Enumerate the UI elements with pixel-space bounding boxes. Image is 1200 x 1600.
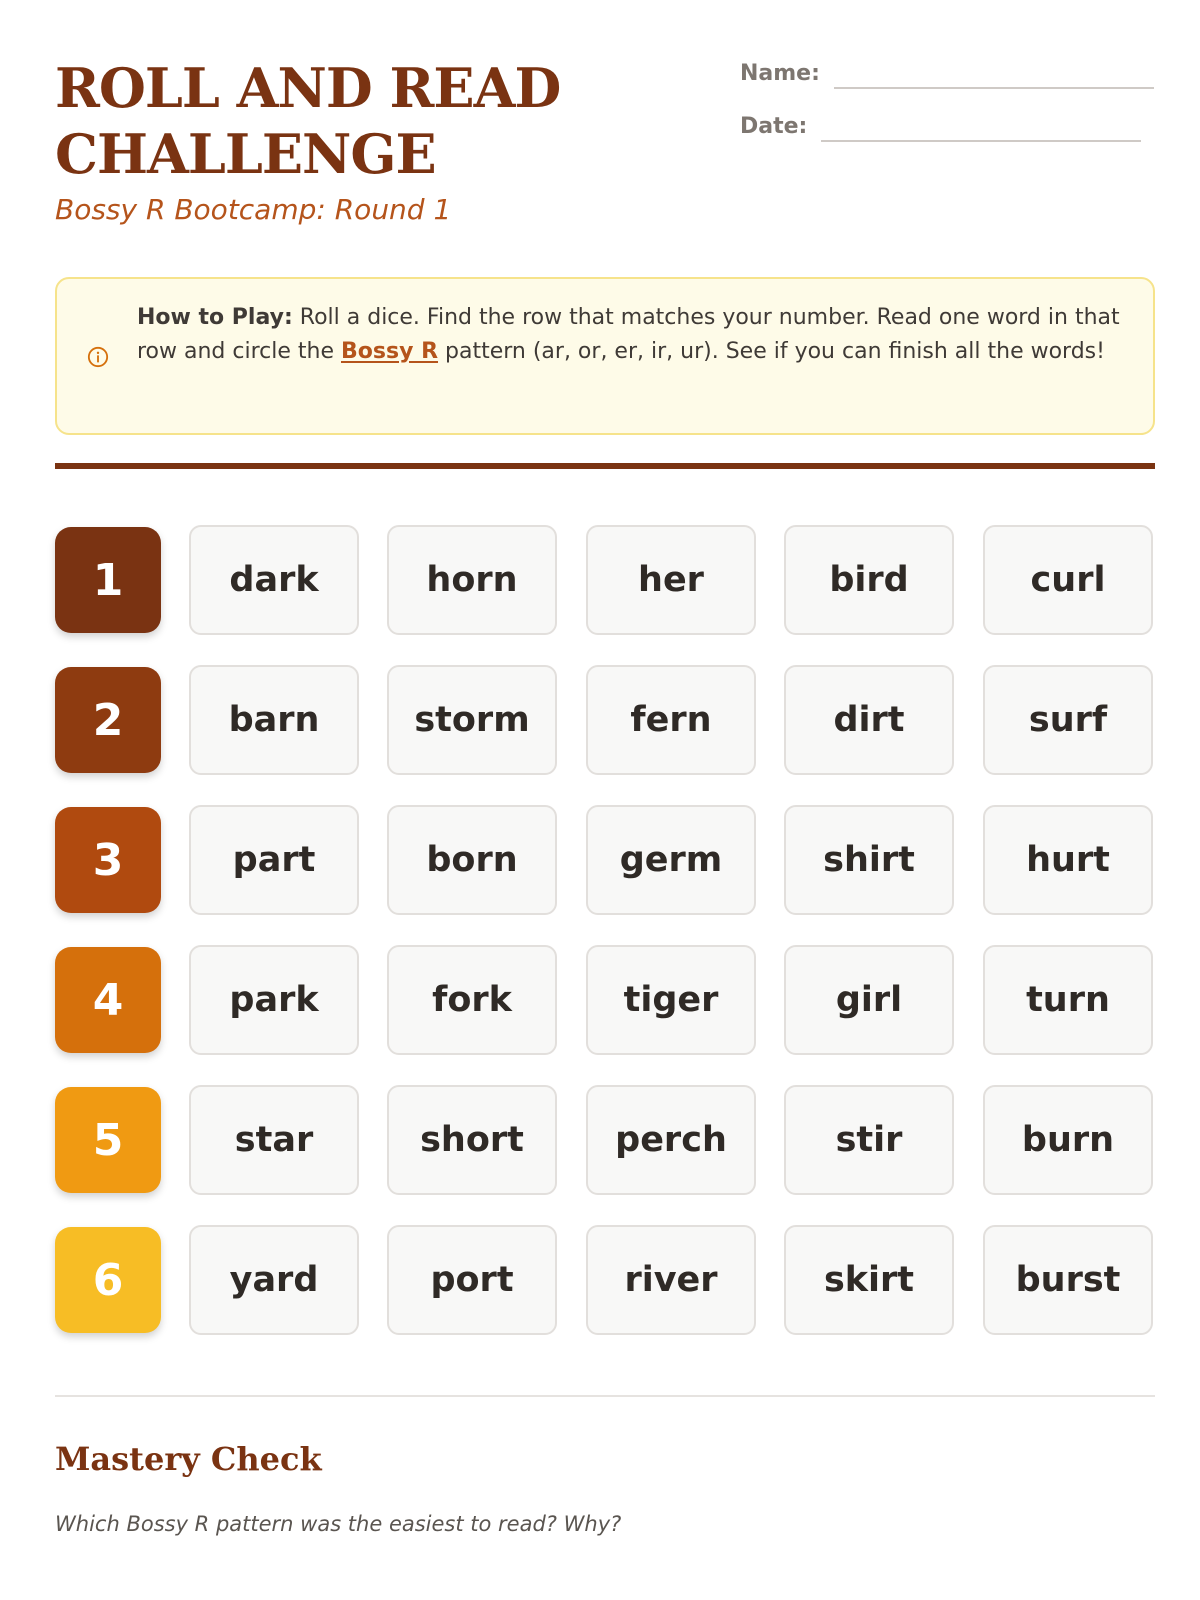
- word-card[interactable]: yard: [189, 1225, 359, 1335]
- section-divider: [55, 463, 1155, 469]
- word-card[interactable]: perch: [586, 1085, 756, 1195]
- dice-row-2: [55, 665, 1155, 777]
- name-field: [740, 57, 1154, 89]
- word-card[interactable]: storm: [387, 665, 557, 775]
- word-card[interactable]: fern: [586, 665, 756, 775]
- dice-number-badge: 1: [55, 527, 161, 633]
- word-card[interactable]: curl: [983, 525, 1153, 635]
- worksheet-header: [55, 55, 1155, 235]
- bossy-r-link[interactable]: Bossy R: [341, 339, 439, 364]
- word-card[interactable]: her: [586, 525, 756, 635]
- word-card[interactable]: shirt: [784, 805, 954, 915]
- word-card[interactable]: germ: [586, 805, 756, 915]
- word-card[interactable]: part: [189, 805, 359, 915]
- date-field: [740, 110, 1141, 142]
- word-card[interactable]: star: [189, 1085, 359, 1195]
- how-to-play-body-1: Roll a dice. Find the row that matches your number. Read one word in that row and circle the: [137, 305, 1120, 364]
- how-to-play-text: [137, 301, 1127, 369]
- how-to-play-body-2: pattern (ar, or, er, ir, ur). See if you can finish all the words!: [438, 339, 1105, 364]
- word-card[interactable]: stir: [784, 1085, 954, 1195]
- info-circle-icon: [87, 346, 109, 368]
- page-subtitle: Bossy R Bootcamp: Round 1: [55, 193, 452, 226]
- date-line[interactable]: [821, 110, 1141, 142]
- word-card[interactable]: girl: [784, 945, 954, 1055]
- dice-row-6: [55, 1225, 1155, 1337]
- dice-number-badge: 2: [55, 667, 161, 773]
- dice-row-1: [55, 525, 1155, 637]
- word-card[interactable]: skirt: [784, 1225, 954, 1335]
- dice-number-badge: 3: [55, 807, 161, 913]
- mastery-check-question: Which Bossy R pattern was the easiest to read? Why?: [55, 1512, 622, 1536]
- word-card[interactable]: dirt: [784, 665, 954, 775]
- word-card[interactable]: burst: [983, 1225, 1153, 1335]
- word-card[interactable]: born: [387, 805, 557, 915]
- dice-row-5: [55, 1085, 1155, 1197]
- word-card[interactable]: dark: [189, 525, 359, 635]
- dice-number-badge: 4: [55, 947, 161, 1053]
- dice-row-3: [55, 805, 1155, 917]
- how-to-play-box: [55, 277, 1155, 435]
- title-line-1: ROLL AND READ: [55, 56, 561, 120]
- word-card[interactable]: river: [586, 1225, 756, 1335]
- name-label: Name:: [740, 61, 820, 86]
- how-to-play-lead: How to Play:: [137, 305, 293, 330]
- mastery-check-title: Mastery Check: [55, 1440, 322, 1478]
- footer-divider: [55, 1395, 1155, 1397]
- word-card[interactable]: port: [387, 1225, 557, 1335]
- word-card[interactable]: park: [189, 945, 359, 1055]
- word-card[interactable]: turn: [983, 945, 1153, 1055]
- dice-row-4: [55, 945, 1155, 1057]
- dice-number-badge: 5: [55, 1087, 161, 1193]
- word-card[interactable]: short: [387, 1085, 557, 1195]
- word-card[interactable]: bird: [784, 525, 954, 635]
- name-line[interactable]: [834, 57, 1154, 89]
- title-line-2: CHALLENGE: [55, 122, 436, 186]
- word-card[interactable]: hurt: [983, 805, 1153, 915]
- word-card[interactable]: fork: [387, 945, 557, 1055]
- word-card[interactable]: barn: [189, 665, 359, 775]
- word-card[interactable]: horn: [387, 525, 557, 635]
- word-card[interactable]: burn: [983, 1085, 1153, 1195]
- word-card[interactable]: tiger: [586, 945, 756, 1055]
- page-title: [55, 55, 615, 187]
- date-label: Date:: [740, 114, 808, 139]
- word-card[interactable]: surf: [983, 665, 1153, 775]
- dice-number-badge: 6: [55, 1227, 161, 1333]
